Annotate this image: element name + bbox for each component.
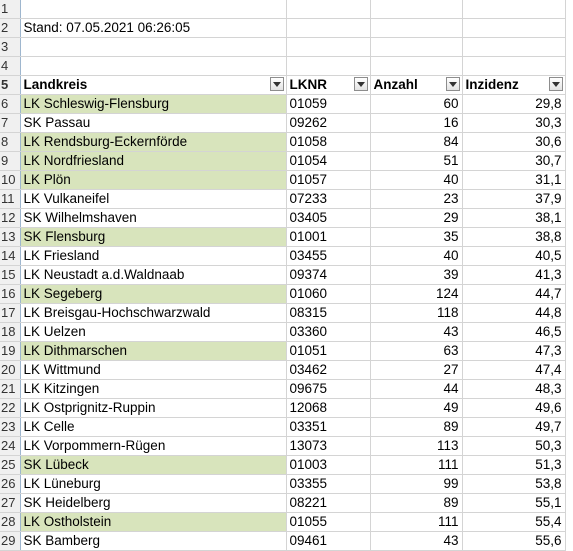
- row-header[interactable]: 13: [0, 228, 20, 247]
- row-header[interactable]: 15: [0, 266, 20, 285]
- cell-landkreis[interactable]: LK Dithmarschen: [20, 342, 286, 361]
- cell-inzidenz[interactable]: 49,6: [462, 399, 565, 418]
- row-header[interactable]: 25: [0, 456, 20, 475]
- row-header[interactable]: 22: [0, 399, 20, 418]
- filter-dropdown-icon[interactable]: [446, 77, 460, 91]
- cell-anzahl[interactable]: 124: [370, 285, 462, 304]
- row-header[interactable]: 27: [0, 494, 20, 513]
- row-header[interactable]: 28: [0, 513, 20, 532]
- cell-lknr[interactable]: 08221: [286, 494, 370, 513]
- cell[interactable]: [370, 38, 462, 57]
- cell-landkreis[interactable]: SK Lübeck: [20, 456, 286, 475]
- cell-inzidenz[interactable]: 38,8: [462, 228, 565, 247]
- table-row: [0, 513, 565, 532]
- table-row: [0, 228, 565, 247]
- table-row: [0, 133, 565, 152]
- row-header[interactable]: 10: [0, 171, 20, 190]
- header-label: Landkreis: [23, 77, 88, 92]
- row-header[interactable]: 2: [0, 19, 20, 38]
- table-row: [0, 266, 565, 285]
- cell-landkreis[interactable]: LK Lüneburg: [20, 475, 286, 494]
- table-row: [0, 304, 565, 323]
- row-header[interactable]: 17: [0, 304, 20, 323]
- cell-anzahl[interactable]: 113: [370, 437, 462, 456]
- cell-inzidenz[interactable]: 30,3: [462, 114, 565, 133]
- cell-inzidenz[interactable]: 47,3: [462, 342, 565, 361]
- cell-landkreis[interactable]: LK Nordfriesland: [20, 152, 286, 171]
- cell[interactable]: [286, 38, 370, 57]
- header-inzidenz[interactable]: [462, 76, 565, 95]
- cell-inzidenz[interactable]: 53,8: [462, 475, 565, 494]
- cell-lknr[interactable]: 01003: [286, 456, 370, 475]
- cell-inzidenz[interactable]: 48,3: [462, 380, 565, 399]
- header-label: LKNR: [289, 77, 327, 92]
- row-header[interactable]: 3: [0, 38, 20, 57]
- cell[interactable]: [286, 0, 370, 19]
- table-row: [0, 342, 565, 361]
- cell-inzidenz[interactable]: 46,5: [462, 323, 565, 342]
- cell-anzahl[interactable]: 89: [370, 494, 462, 513]
- header-row: [0, 76, 565, 95]
- cell-lknr[interactable]: 09262: [286, 114, 370, 133]
- cell-lknr[interactable]: 13073: [286, 437, 370, 456]
- cell-lknr[interactable]: 01051: [286, 342, 370, 361]
- row-header[interactable]: 23: [0, 418, 20, 437]
- cell-landkreis[interactable]: LK Ostprignitz-Ruppin: [20, 399, 286, 418]
- cell-lknr[interactable]: 09461: [286, 532, 370, 551]
- cell-lknr[interactable]: 03462: [286, 361, 370, 380]
- cell-anzahl[interactable]: 111: [370, 513, 462, 532]
- cell-landkreis[interactable]: LK Vulkaneifel: [20, 190, 286, 209]
- cell-lknr[interactable]: 01058: [286, 133, 370, 152]
- row-header[interactable]: 9: [0, 152, 20, 171]
- cell-inzidenz[interactable]: 55,4: [462, 513, 565, 532]
- cell-landkreis[interactable]: LK Segeberg: [20, 285, 286, 304]
- row-1: [0, 0, 565, 19]
- cell-landkreis[interactable]: SK Passau: [20, 114, 286, 133]
- table-row: [0, 171, 565, 190]
- header-anzahl[interactable]: [370, 76, 462, 95]
- cell[interactable]: [20, 38, 286, 57]
- cell-inzidenz[interactable]: 44,7: [462, 285, 565, 304]
- cell-lknr[interactable]: 09675: [286, 380, 370, 399]
- cell-lknr[interactable]: 03355: [286, 475, 370, 494]
- cell-anzahl[interactable]: 43: [370, 323, 462, 342]
- cell-lknr[interactable]: 09374: [286, 266, 370, 285]
- cell-inzidenz[interactable]: 47,4: [462, 361, 565, 380]
- cell-anzahl[interactable]: 44: [370, 380, 462, 399]
- row-header[interactable]: 21: [0, 380, 20, 399]
- cell-landkreis[interactable]: SK Flensburg: [20, 228, 286, 247]
- table-row: [0, 456, 565, 475]
- row-header[interactable]: 29: [0, 532, 20, 551]
- row-header[interactable]: 5: [0, 76, 20, 95]
- cell[interactable]: [462, 0, 565, 19]
- cell-anzahl[interactable]: 51: [370, 152, 462, 171]
- cell-anzahl[interactable]: 118: [370, 304, 462, 323]
- cell-lknr[interactable]: 01001: [286, 228, 370, 247]
- row-header[interactable]: 4: [0, 57, 20, 76]
- cell-inzidenz[interactable]: 37,9: [462, 190, 565, 209]
- cell-lknr[interactable]: 01054: [286, 152, 370, 171]
- row-2: [0, 19, 565, 38]
- cell-landkreis[interactable]: LK Wittmund: [20, 361, 286, 380]
- cell[interactable]: [462, 57, 565, 76]
- cell-landkreis[interactable]: SK Heidelberg: [20, 494, 286, 513]
- cell-inzidenz[interactable]: 31,1: [462, 171, 565, 190]
- cell-lknr[interactable]: 01059: [286, 95, 370, 114]
- cell-landkreis[interactable]: LK Breisgau-Hochschwarzwald: [20, 304, 286, 323]
- cell-lknr[interactable]: 03455: [286, 247, 370, 266]
- header-label: Inzidenz: [465, 77, 519, 92]
- table-row: [0, 494, 565, 513]
- cell[interactable]: [370, 57, 462, 76]
- cell[interactable]: [462, 38, 565, 57]
- cell-inzidenz[interactable]: 55,1: [462, 494, 565, 513]
- cell-lknr[interactable]: 12068: [286, 399, 370, 418]
- cell-inzidenz[interactable]: 55,6: [462, 532, 565, 551]
- cell-landkreis[interactable]: LK Celle: [20, 418, 286, 437]
- table-row: [0, 152, 565, 171]
- table-row: [0, 475, 565, 494]
- header-label: Anzahl: [373, 77, 418, 92]
- cell-lknr[interactable]: 08315: [286, 304, 370, 323]
- cell-inzidenz[interactable]: 51,3: [462, 456, 565, 475]
- cell[interactable]: [286, 57, 370, 76]
- table-row: [0, 361, 565, 380]
- filter-dropdown-icon[interactable]: [354, 77, 368, 91]
- table-row: [0, 95, 565, 114]
- row-header[interactable]: 14: [0, 247, 20, 266]
- cell-anzahl[interactable]: 84: [370, 133, 462, 152]
- cell-anzahl[interactable]: 40: [370, 171, 462, 190]
- header-lknr[interactable]: [286, 76, 370, 95]
- cell[interactable]: [370, 19, 462, 38]
- cell-anzahl[interactable]: 49: [370, 399, 462, 418]
- row-header[interactable]: 12: [0, 209, 20, 228]
- row-header[interactable]: 1: [0, 0, 20, 19]
- cell-anzahl[interactable]: 16: [370, 114, 462, 133]
- cell-anzahl[interactable]: 39: [370, 266, 462, 285]
- cell[interactable]: [20, 0, 286, 19]
- cell[interactable]: [20, 57, 286, 76]
- cell-lknr[interactable]: 01055: [286, 513, 370, 532]
- cell-landkreis[interactable]: LK Rendsburg-Eckernförde: [20, 133, 286, 152]
- row-header[interactable]: 20: [0, 361, 20, 380]
- row-header[interactable]: 8: [0, 133, 20, 152]
- cell-landkreis[interactable]: LK Ostholstein: [20, 513, 286, 532]
- cell-inzidenz[interactable]: 29,8: [462, 95, 565, 114]
- row-3: [0, 38, 565, 57]
- cell-anzahl[interactable]: 99: [370, 475, 462, 494]
- cell-landkreis[interactable]: LK Vorpommern-Rügen: [20, 437, 286, 456]
- cell-inzidenz[interactable]: 44,8: [462, 304, 565, 323]
- table-row: [0, 323, 565, 342]
- cell-landkreis[interactable]: LK Neustadt a.d.Waldnaab: [20, 266, 286, 285]
- cell-landkreis[interactable]: SK Bamberg: [20, 532, 286, 551]
- row-header[interactable]: 6: [0, 95, 20, 114]
- cell-inzidenz[interactable]: 40,5: [462, 247, 565, 266]
- cell-landkreis[interactable]: LK Schleswig-Flensburg: [20, 95, 286, 114]
- row-4: [0, 57, 565, 76]
- cell[interactable]: [286, 19, 370, 38]
- cell-lknr[interactable]: 01060: [286, 285, 370, 304]
- header-landkreis[interactable]: [20, 76, 286, 95]
- cell-inzidenz[interactable]: 30,7: [462, 152, 565, 171]
- cell-inzidenz[interactable]: 41,3: [462, 266, 565, 285]
- cell[interactable]: [462, 19, 565, 38]
- cell-lknr[interactable]: 01057: [286, 171, 370, 190]
- row-header[interactable]: 16: [0, 285, 20, 304]
- cell-anzahl[interactable]: 27: [370, 361, 462, 380]
- cell-landkreis[interactable]: SK Wilhelmshaven: [20, 209, 286, 228]
- stand-cell[interactable]: Stand: 07.05.2021 06:26:05: [20, 19, 286, 38]
- row-header[interactable]: 7: [0, 114, 20, 133]
- row-header[interactable]: 24: [0, 437, 20, 456]
- row-header[interactable]: 18: [0, 323, 20, 342]
- cell-landkreis[interactable]: LK Friesland: [20, 247, 286, 266]
- table-row: [0, 285, 565, 304]
- cell-anzahl[interactable]: 29: [370, 209, 462, 228]
- row-header[interactable]: 11: [0, 190, 20, 209]
- filter-dropdown-icon[interactable]: [270, 77, 284, 91]
- table-row: [0, 190, 565, 209]
- table-row: [0, 418, 565, 437]
- filter-dropdown-icon[interactable]: [549, 77, 563, 91]
- cell-anzahl[interactable]: 35: [370, 228, 462, 247]
- row-header[interactable]: 19: [0, 342, 20, 361]
- cell-landkreis[interactable]: LK Uelzen: [20, 323, 286, 342]
- table-row: [0, 399, 565, 418]
- cell-inzidenz[interactable]: 49,7: [462, 418, 565, 437]
- cell-inzidenz[interactable]: 30,6: [462, 133, 565, 152]
- cell-inzidenz[interactable]: 38,1: [462, 209, 565, 228]
- cell-anzahl[interactable]: 89: [370, 418, 462, 437]
- cell-anzahl[interactable]: 63: [370, 342, 462, 361]
- cell[interactable]: [370, 0, 462, 19]
- table-row: [0, 380, 565, 399]
- cell-landkreis[interactable]: LK Plön: [20, 171, 286, 190]
- cell-anzahl[interactable]: 111: [370, 456, 462, 475]
- table-row: [0, 247, 565, 266]
- cell-anzahl[interactable]: 43: [370, 532, 462, 551]
- table-row: [0, 532, 565, 551]
- row-header[interactable]: 26: [0, 475, 20, 494]
- cell-anzahl[interactable]: 40: [370, 247, 462, 266]
- cell-anzahl[interactable]: 60: [370, 95, 462, 114]
- cell-anzahl[interactable]: 23: [370, 190, 462, 209]
- cell-lknr[interactable]: 03351: [286, 418, 370, 437]
- table-row: [0, 114, 565, 133]
- cell-landkreis[interactable]: LK Kitzingen: [20, 380, 286, 399]
- table-row: [0, 209, 565, 228]
- cell-lknr[interactable]: 03405: [286, 209, 370, 228]
- cell-inzidenz[interactable]: 50,3: [462, 437, 565, 456]
- cell-lknr[interactable]: 03360: [286, 323, 370, 342]
- table-row: [0, 437, 565, 456]
- cell-lknr[interactable]: 07233: [286, 190, 370, 209]
